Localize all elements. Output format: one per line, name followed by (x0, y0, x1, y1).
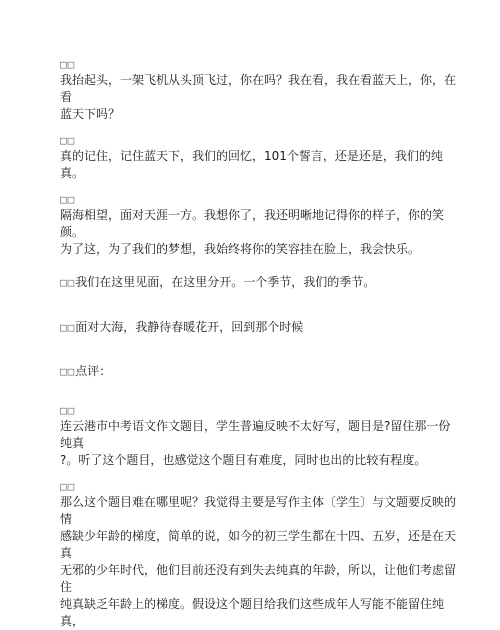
paragraph-text: 隔海相望，面对天涯一方。我想你了，我还明晰地记得你的样子，你的笑颜。 为了这，为了我们的梦想，我始终将你的笑容挂在脸上，我会快乐。 (60, 208, 445, 256)
paragraph-3 (60, 193, 460, 258)
paragraph-marker: □□ (60, 365, 76, 378)
paragraph-text: 我抬起头，一架飞机从头顶飞过，你在吗？我在看，我在看蓝天上，你，在看 蓝天下吗？ (60, 73, 457, 121)
paragraph-7 (60, 404, 460, 469)
paragraph-2 (60, 134, 460, 182)
paragraph-marker: □□ (60, 480, 76, 493)
paragraph-1 (60, 58, 460, 123)
paragraph-marker: □□ (60, 58, 76, 71)
paragraph-text: 我们在这里见面，在这里分开。一个季节，我们的季节。 (75, 275, 376, 289)
paragraph-8 (60, 480, 460, 630)
paragraph-marker: □□ (60, 276, 76, 289)
paragraph-text: 那么这个题目难在哪里呢？我觉得主要是写作主体〔学生〕与文题要反映的情 感缺少年龄的梯度，简单的说，如今的初三学生都在十四、五岁，还是在天真 无邪的少年时代，他们目前还没有到失去纯真的年龄，所以，让他们考虑留住 纯真缺乏年龄上的梯度。假设这个题目给我们这些成年人写能不能留住纯真， (60, 495, 457, 628)
paragraph-5 (60, 316, 460, 336)
paragraph-marker: □□ (60, 321, 76, 334)
paragraph-text: 点评： (75, 364, 112, 378)
paragraph-4 (60, 271, 460, 291)
paragraph-marker: □□ (60, 404, 76, 417)
paragraph-text: 真的记住，记住蓝天下，我们的回忆，101个誓言，还是还是，我们的纯真。 (60, 149, 443, 180)
paragraph-text: 面对大海，我静待春暖花开，回到那个时候 (75, 320, 304, 334)
paragraph-text: 连云港市中考语文作文题目，学生普遍反映不太好写，题目是?留住那一份纯真 ?。听了这个题目，也感觉这个题目有难度，同时也出的比较有程度。 (60, 419, 451, 467)
paragraph-marker: □□ (60, 134, 76, 147)
document-page (60, 0, 460, 628)
paragraph-marker: □□ (60, 193, 76, 206)
paragraph-6 (60, 360, 460, 380)
